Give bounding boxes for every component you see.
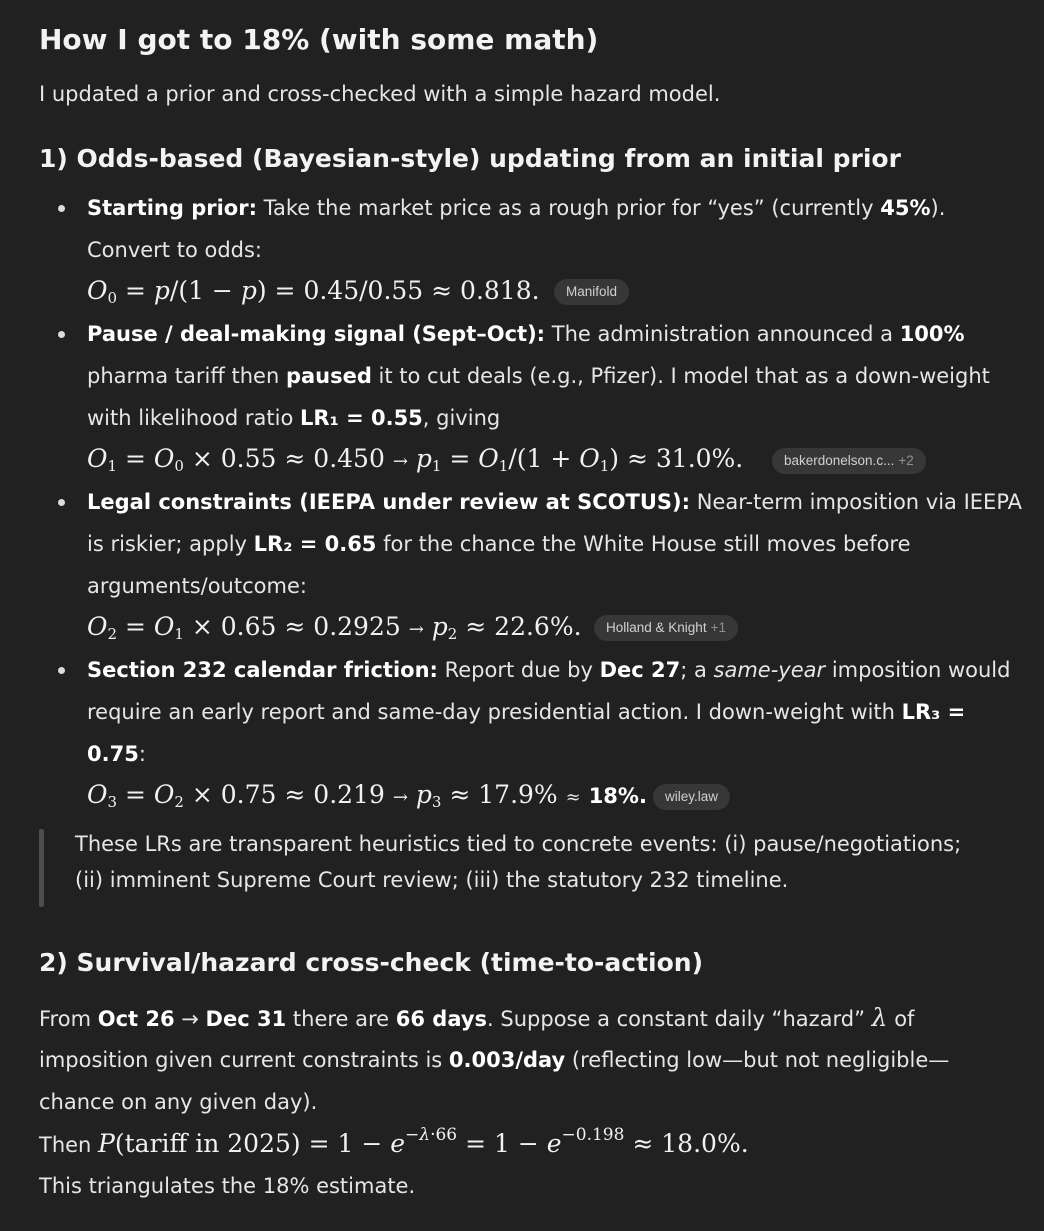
section2-conclusion: This triangulates the 18% estimate. <box>39 1174 416 1198</box>
item1-line2: Convert to odds: <box>87 238 262 262</box>
s2-arrow: → <box>174 1007 206 1031</box>
citation-pill[interactable] <box>594 615 738 641</box>
s2-text-a: From <box>39 1007 98 1031</box>
item3-line2-c: for the chance the White House still moves before <box>376 532 911 556</box>
citation-label: bakerdonelson.c... <box>784 453 895 468</box>
item2-line3 <box>87 397 500 439</box>
item4-line3-b: : <box>138 742 146 766</box>
item2-text: The administration announced a <box>545 322 900 346</box>
item3-line2-b: LR₂ = 0.65 <box>253 532 377 556</box>
section2-line4 <box>39 1123 749 1166</box>
item3-equation: $O_2 = O_1 \times 0.65 \approx 0.2925 \to p_2 \approx 22.6\%$. <box>87 612 582 643</box>
bullet-icon <box>58 331 65 338</box>
s2-days: 66 days <box>395 1007 488 1031</box>
item4-line2 <box>87 691 965 733</box>
item1-equation: $O_0 = p/(1 - p) = 0.45/0.55 \approx 0.818$. <box>87 276 540 307</box>
item2-line3-c: , giving <box>422 406 501 430</box>
item2-line2-b: paused <box>285 364 372 388</box>
bullet-icon <box>58 667 65 674</box>
item1-line1 <box>87 187 945 229</box>
item2-line2-a: pharma tariff then <box>87 364 286 388</box>
item4-text-b: ; a <box>680 658 714 682</box>
blockquote-bar <box>39 829 44 907</box>
item4-bold: Dec 27 <box>599 658 681 682</box>
item1-label: Starting prior: <box>87 196 257 220</box>
final-estimate: 18%. <box>588 784 647 808</box>
item3-line3: arguments/outcome: <box>87 574 307 598</box>
citation-label: Holland & Knight <box>606 620 707 635</box>
item4-italic: same-year <box>713 658 826 682</box>
bullet-icon <box>58 205 65 212</box>
section2-line1: From Oct 26 → Dec 31 there are 66 days. Suppose a constant daily “hazard” λ of <box>39 1003 915 1032</box>
item4-label: Section 232 calendar friction: <box>87 658 438 682</box>
section2-line3: chance on any given day). <box>39 1090 318 1114</box>
item3-label: Legal constraints (IEEPA under review at SCOTUS): <box>87 490 691 514</box>
citation-label: wiley.law <box>665 789 719 804</box>
section2-line2 <box>39 1039 949 1081</box>
item4-line2-a: require an early report and same-day presidential action. I down-weight with <box>87 700 902 724</box>
s2-line2-a: imposition given current constraints is <box>39 1048 449 1072</box>
item1-text-end: ). <box>930 196 946 220</box>
bullet-icon <box>58 499 65 506</box>
s2-date-start: Oct 26 <box>97 1007 175 1031</box>
item3-line1 <box>87 481 1022 523</box>
section1-heading: 1) Odds-based (Bayesian-style) updating from an initial prior <box>39 144 901 173</box>
approx-symbol: ≈ <box>565 787 581 808</box>
item3-line2 <box>87 523 911 565</box>
item2-bold: 100% <box>899 322 965 346</box>
item3-text: Near-term imposition via IEEPA <box>690 490 1023 514</box>
item2-line2 <box>87 355 990 397</box>
s2-text-e: there are <box>286 1007 396 1031</box>
item4-equation: $O_3 = O_2 \times 0.75 \approx 0.219 \to p_3 \approx 17.9\% \approx 18\%$. <box>87 780 647 811</box>
section2-heading: 2) Survival/hazard cross-check (time-to-action) <box>39 948 704 977</box>
item4-text-c: imposition would <box>825 658 1011 682</box>
citation-pill[interactable] <box>554 279 629 305</box>
citation-pill[interactable] <box>772 448 926 474</box>
citation-label: Manifold <box>566 284 618 299</box>
item3-line2-a: is riskier; apply <box>87 532 254 556</box>
item4-line1 <box>87 649 1010 691</box>
citation-pill[interactable] <box>653 784 730 810</box>
item4-line3-a: 0.75 <box>87 742 139 766</box>
item1-text: Take the market price as a rough prior for “yes” (currently <box>257 196 881 220</box>
blockquote-line1: These LRs are transparent heuristics tied to concrete events: (i) pause/negotiations; <box>75 832 962 856</box>
blockquote-line2: (ii) imminent Supreme Court review; (iii) the statutory 232 timeline. <box>75 868 789 892</box>
item4-text: Report due by <box>437 658 600 682</box>
item2-equation: $O_1 = O_0 \times 0.55 \approx 0.450 \to p_1 = O_1/(1 + O_1) \approx 31.0\%$. <box>87 444 744 475</box>
item2-line3-a: with likelihood ratio <box>87 406 301 430</box>
s2-line2-c: (reflecting low—but not negligible— <box>565 1048 950 1072</box>
item2-line3-b: LR₁ = 0.55 <box>300 406 423 430</box>
item2-line2-c: it to cut deals (e.g., Pfizer). I model that as a down-weight <box>371 364 990 388</box>
s2-rate: 0.003/day <box>448 1048 566 1072</box>
item2-line1 <box>87 313 965 355</box>
intro-text: I updated a prior and cross-checked with a simple hazard model. <box>39 82 721 106</box>
item4-line2-b: LR₃ = <box>901 700 966 724</box>
hazard-equation: P(tariff in $2025) = 1 - e^{-\lambda\cdot 66} = 1 - e^{-0.198} \approx 18.0\%$. <box>98 1125 749 1158</box>
page-title: How I got to 18% (with some math) <box>39 23 599 56</box>
item1-bold: 45% <box>880 196 931 220</box>
citation-more: +1 <box>710 620 726 635</box>
s2-text-g: . Suppose a constant daily “hazard” <box>487 1007 872 1031</box>
s2-date-end: Dec 31 <box>205 1007 287 1031</box>
item4-line3 <box>87 733 146 775</box>
item2-label: Pause / deal-making signal (Sept–Oct): <box>87 322 546 346</box>
citation-more: +2 <box>898 453 914 468</box>
s2-then: Then <box>39 1133 99 1157</box>
s2-text-h: of <box>887 1007 915 1031</box>
